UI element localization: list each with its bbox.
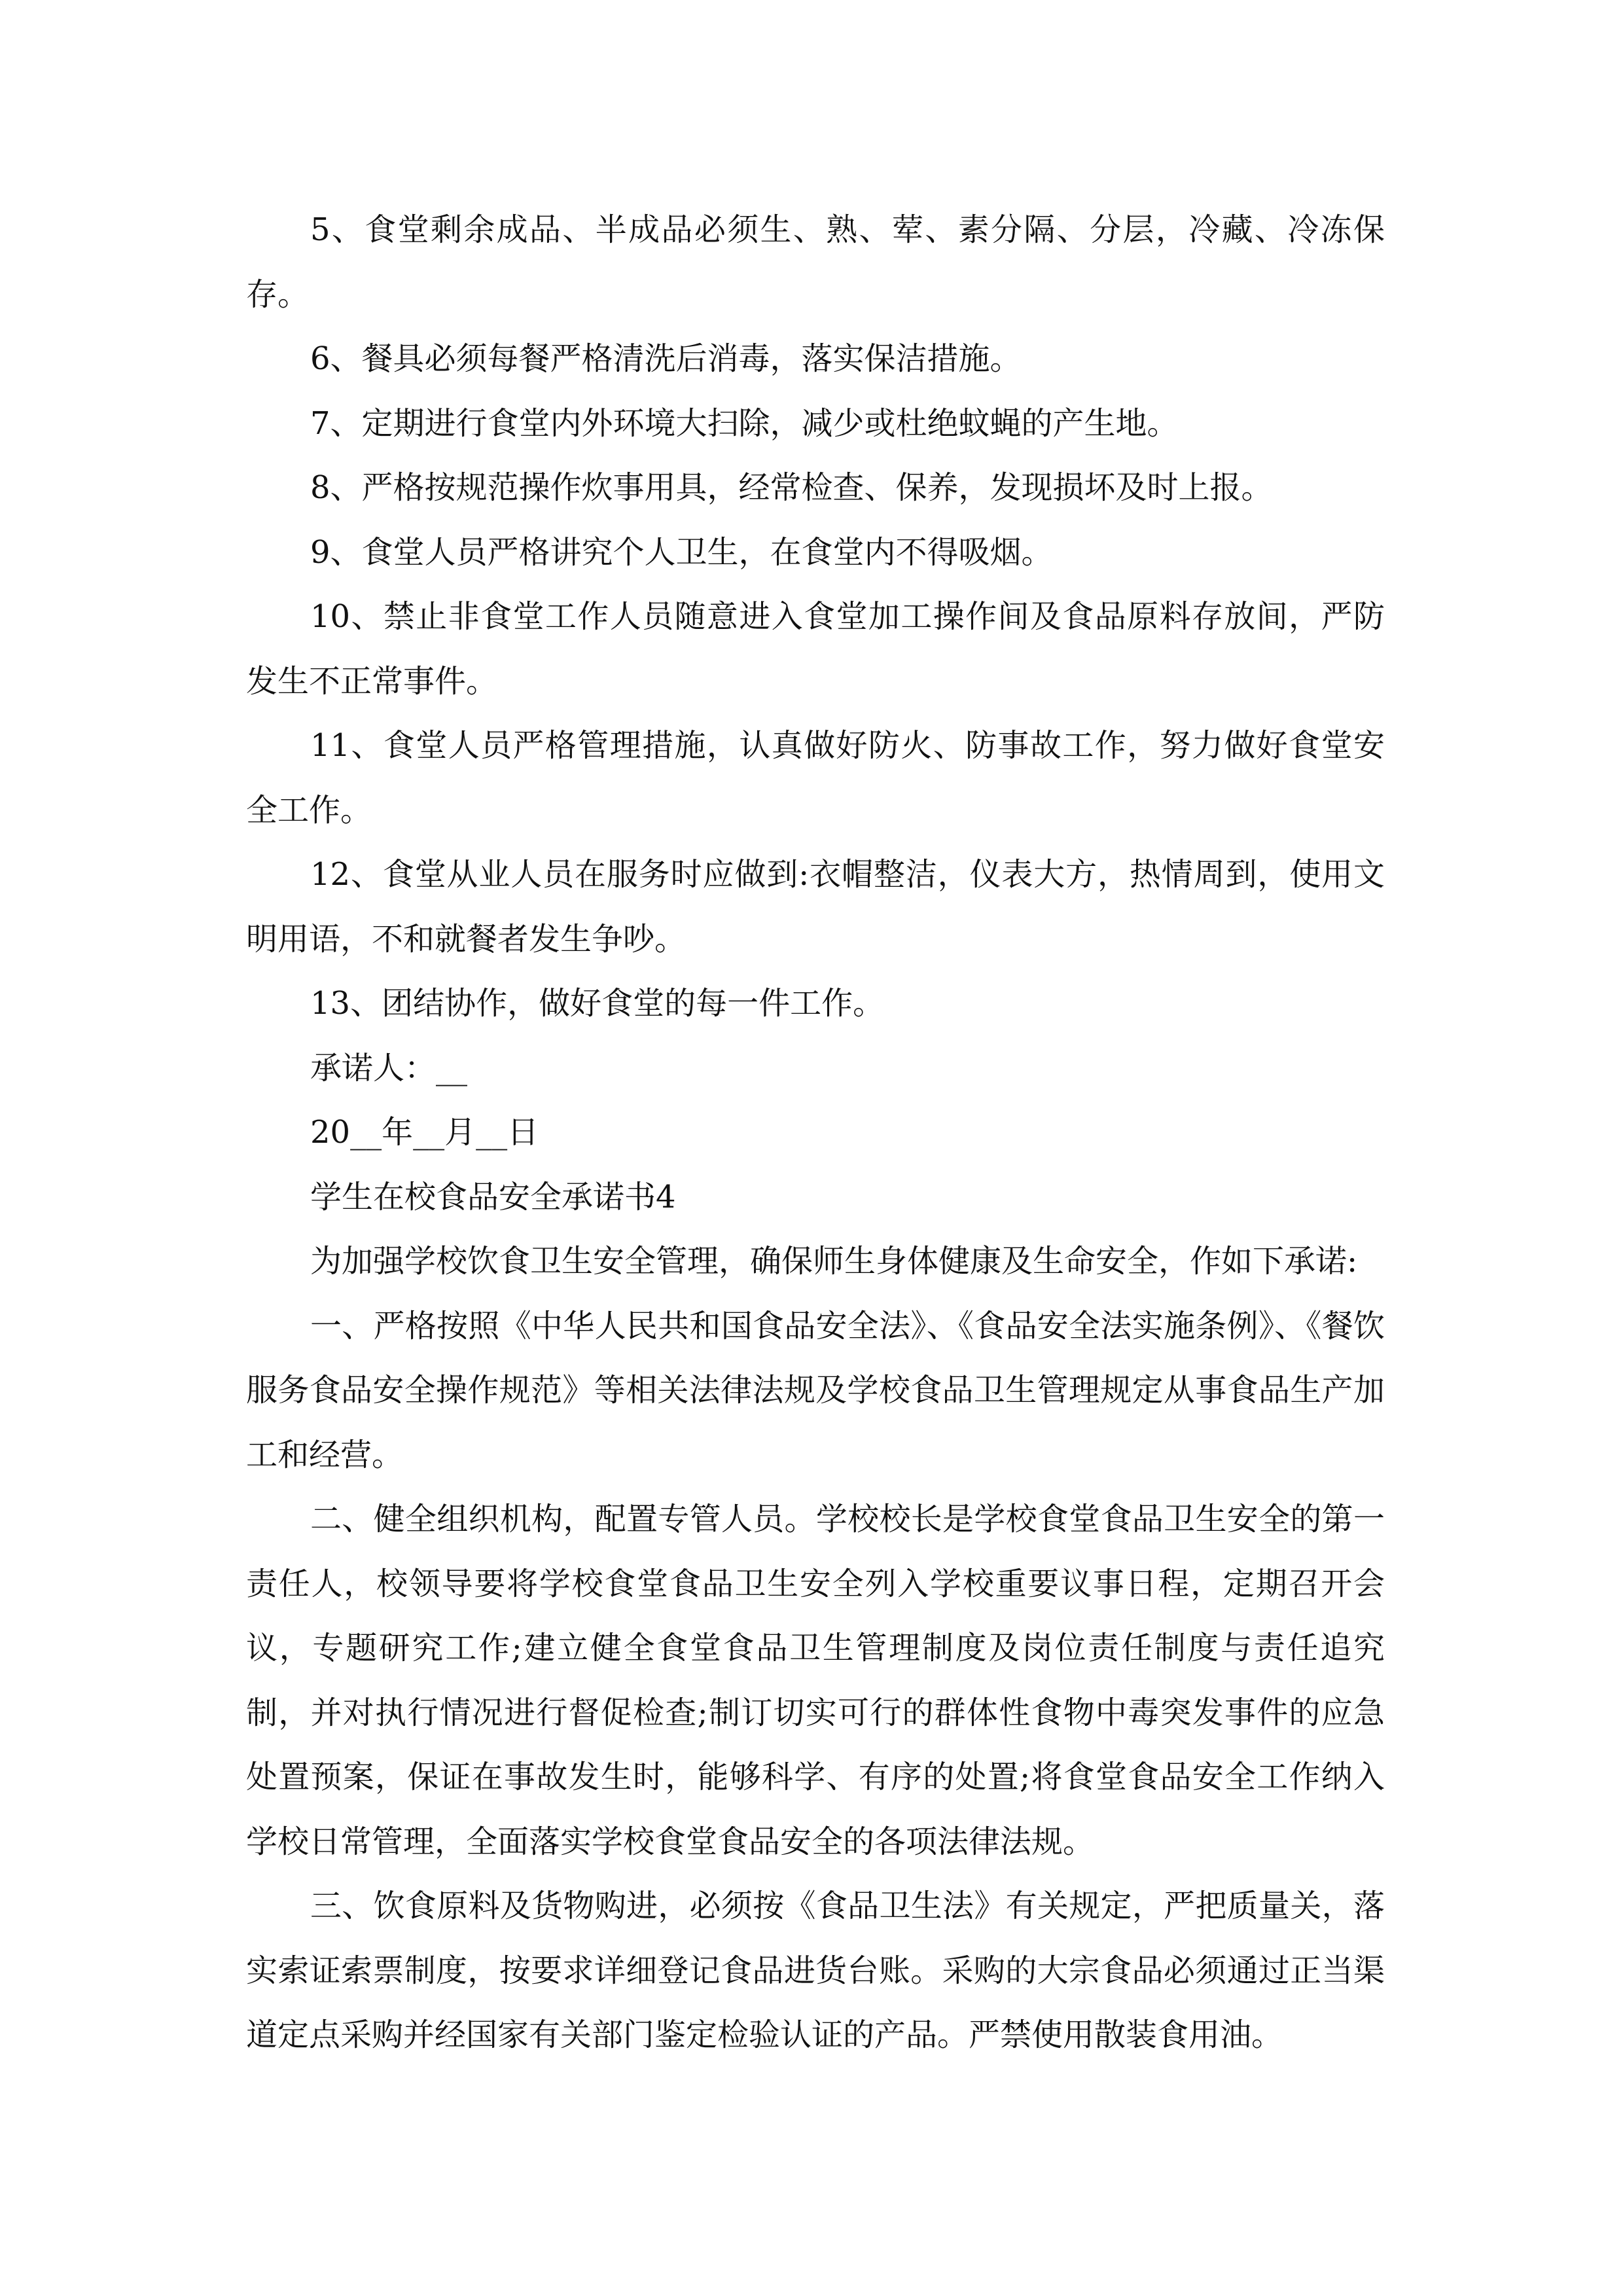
paragraph-item-12: 12、食堂从业人员在服务时应做到:衣帽整洁，仪表大方，热情周到，使用文明用语，不和就餐者发生争吵。 [246,856,1385,958]
intro-paragraph: 为加强学校饮食卫生安全管理，确保师生身体健康及生命安全，作如下承诺: [310,1243,1358,1280]
paragraph-item-11: 11、食堂人员严格管理措施，认真做好防火、防事故工作，努力做好食堂安全工作。 [246,727,1385,829]
paragraph-item-5: 5、食堂剩余成品、半成品必须生、熟、荤、素分隔、分层，冷藏、冷冻保存。 [246,211,1385,313]
section-title: 学生在校食品安全承诺书4 [310,1178,676,1215]
clause-two: 二、健全组织机构，配置专管人员。学校校长是学校食堂食品卫生安全的第一责任人，校领导要将学校食堂食品卫生安全列入学校重要议事日程，定期召开会议，专题研究工作;建立健全食堂食品卫生管理制度及岗位责任制度与责任追究制，并对执行情况进行督促检查;制订切实可行的群体性食物中毒突发事件的应急处置预案，保证在事故发生时，能够科学、有序的处置;将食堂食品安全工作纳入学校日常管理，全面落实学校食堂食品安全的各项法律法规。 [246,1501,1385,1860]
paragraph-item-6: 6、餐具必须每餐严格清洗后消毒，落实保洁措施。 [310,340,1022,377]
clause-one: 一、严格按照《中华人民共和国食品安全法》、《食品安全法实施条例》、《餐饮服务食品安全操作规范》等相关法律法规及学校食品卫生管理规定从事食品生产加工和经营。 [246,1307,1385,1473]
signer-line: 承诺人：__ [310,1049,468,1086]
paragraph-item-9: 9、食堂人员严格讲究个人卫生，在食堂内不得吸烟。 [310,533,1053,571]
paragraph-item-7: 7、定期进行食堂内外环境大扫除，减少或杜绝蚊蝇的产生地。 [310,404,1179,442]
clause-three: 三、饮食原料及货物购进，必须按《食品卫生法》有关规定，严把质量关，落实索证索票制度，按要求详细登记食品进货台账。采购的大宗食品必须通过正当渠道定点采购并经国家有关部门鉴定检验认证的产品。严禁使用散装食用油。 [246,1888,1385,2053]
paragraph-item-13: 13、团结协作，做好食堂的每一件工作。 [310,985,885,1022]
date-line: 20__年__月__日 [310,1114,539,1151]
paragraph-item-10: 10、禁止非食堂工作人员随意进入食堂加工操作间及食品原料存放间，严防发生不正常事件。 [246,598,1385,700]
paragraph-item-8: 8、严格按规范操作炊事用具，经常检查、保养，发现损坏及时上报。 [310,469,1273,506]
document-body [246,198,1385,2068]
